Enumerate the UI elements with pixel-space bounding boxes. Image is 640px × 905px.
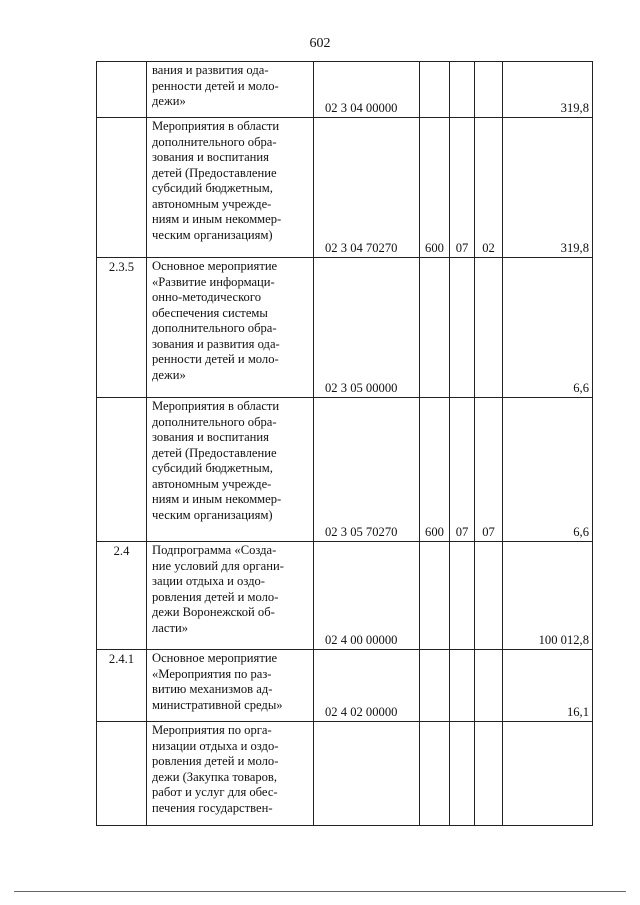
amount-cell: 6,6 xyxy=(503,398,593,542)
amount-cell: 319,8 xyxy=(503,118,593,258)
subsection-code-cell: 07 xyxy=(475,398,503,542)
expense-type-code-cell: 600 xyxy=(420,398,450,542)
row-name-cell: Мероприятия по орга- низации отдыха и оздо- ровления детей и моло- дежи (Закупка товаров, работ и услуг для обес- печения государствен- xyxy=(147,722,314,826)
row-name-cell: Основное мероприятие «Мероприятия по раз- витию механизмов ад- министративной среды» xyxy=(147,650,314,722)
expense-type-code-cell xyxy=(420,258,450,398)
row-number-cell xyxy=(97,62,147,118)
subsection-code-cell xyxy=(475,258,503,398)
target-article-code-cell: 02 4 00 00000 xyxy=(314,542,420,650)
expense-type-code-cell xyxy=(420,650,450,722)
amount-cell: 100 012,8 xyxy=(503,542,593,650)
row-name-cell: Подпрограмма «Созда- ние условий для органи- зации отдыха и оздо- ровления детей и моло- дежи Воронежской об- ласти» xyxy=(147,542,314,650)
row-number-cell xyxy=(97,118,147,258)
target-article-code-cell xyxy=(314,722,420,826)
amount-cell: 319,8 xyxy=(503,62,593,118)
budget-table xyxy=(96,61,593,826)
page-bottom-divider xyxy=(14,891,626,892)
section-code-cell xyxy=(450,542,475,650)
target-article-code-cell: 02 3 05 00000 xyxy=(314,258,420,398)
table-row xyxy=(97,542,593,650)
row-name-cell: Мероприятия в области дополнительного обра- зования и воспитания детей (Предоставление субсидий бюджетным, автономным учрежде- ниям и иным некоммер- ческим организациям) xyxy=(147,118,314,258)
row-number-cell xyxy=(97,722,147,826)
target-article-code-cell: 02 3 04 70270 xyxy=(314,118,420,258)
table-row xyxy=(97,722,593,826)
section-code-cell xyxy=(450,722,475,826)
table-row xyxy=(97,118,593,258)
section-code-cell xyxy=(450,62,475,118)
subsection-code-cell xyxy=(475,62,503,118)
row-number-cell xyxy=(97,398,147,542)
row-number-cell: 2.4.1 xyxy=(97,650,147,722)
row-name-cell: вания и развития ода- ренности детей и моло- дежи» xyxy=(147,62,314,118)
table-row xyxy=(97,62,593,118)
expense-type-code-cell: 600 xyxy=(420,118,450,258)
subsection-code-cell xyxy=(475,650,503,722)
page-number: 602 xyxy=(309,36,331,51)
section-code-cell: 07 xyxy=(450,118,475,258)
row-name-cell: Мероприятия в области дополнительного обра- зования и воспитания детей (Предоставление субсидий бюджетным, автономным учрежде- ниям и иным некоммер- ческим организациям) xyxy=(147,398,314,542)
target-article-code-cell: 02 4 02 00000 xyxy=(314,650,420,722)
target-article-code-cell: 02 3 04 00000 xyxy=(314,62,420,118)
section-code-cell: 07 xyxy=(450,398,475,542)
section-code-cell xyxy=(450,650,475,722)
target-article-code-cell: 02 3 05 70270 xyxy=(314,398,420,542)
table-row xyxy=(97,398,593,542)
table-row xyxy=(97,650,593,722)
expense-type-code-cell xyxy=(420,722,450,826)
section-code-cell xyxy=(450,258,475,398)
amount-cell xyxy=(503,722,593,826)
row-number-cell: 2.3.5 xyxy=(97,258,147,398)
subsection-code-cell: 02 xyxy=(475,118,503,258)
amount-cell: 16,1 xyxy=(503,650,593,722)
expense-type-code-cell xyxy=(420,542,450,650)
table-row xyxy=(97,258,593,398)
subsection-code-cell xyxy=(475,722,503,826)
subsection-code-cell xyxy=(475,542,503,650)
row-number-cell: 2.4 xyxy=(97,542,147,650)
expense-type-code-cell xyxy=(420,62,450,118)
row-name-cell: Основное мероприятие «Развитие информаци- онно-методического обеспечения системы дополнительного обра- зования и развития ода- ренности детей и моло- дежи» xyxy=(147,258,314,398)
amount-cell: 6,6 xyxy=(503,258,593,398)
